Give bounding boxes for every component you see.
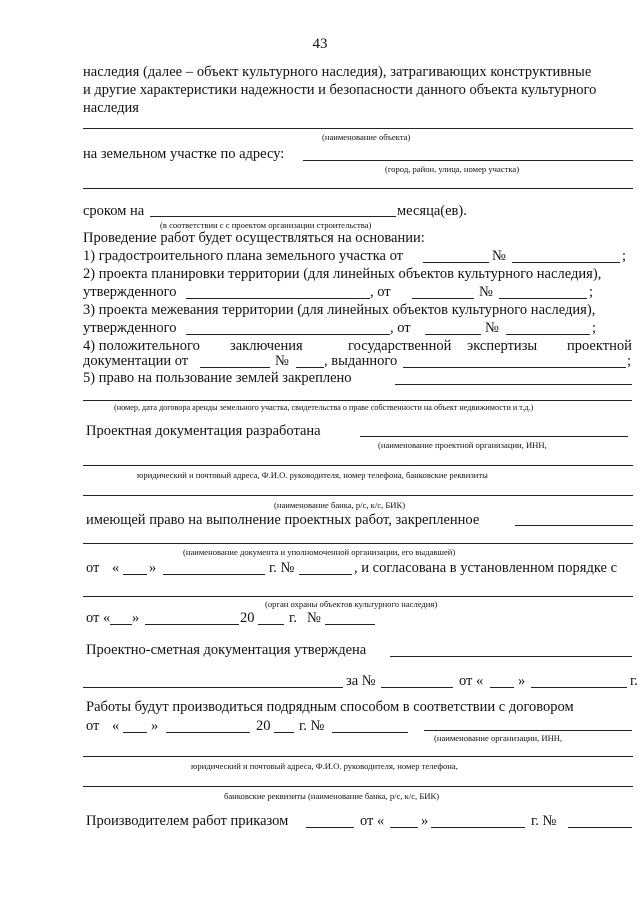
basis-item-3-semi: ; <box>592 320 597 336</box>
contractor-bank-field[interactable] <box>83 786 633 787</box>
design-date-q-close: » <box>149 560 157 576</box>
basis-item-3-approved: утвержденного <box>83 320 177 336</box>
gpzu-number-field[interactable] <box>512 262 620 263</box>
agree-year-prefix: 20 <box>240 610 255 626</box>
land-rights-hint: (номер, дата договора аренды земельного участка, свидетельства о праве собственности на объект недвижимости и т.д.) <box>114 403 534 412</box>
pp-number-field[interactable] <box>499 298 587 299</box>
page-number: 43 <box>312 36 328 52</box>
estimate-number-field[interactable] <box>381 687 453 688</box>
estimate-q-close: » <box>518 673 526 689</box>
expertise-date-field[interactable] <box>200 367 270 368</box>
contract-q-open: « <box>112 718 120 734</box>
term-unit: месяца(ев). <box>397 203 467 219</box>
design-month-field[interactable] <box>163 574 265 575</box>
basis-item-2-approved: утвержденного <box>83 284 177 300</box>
agree-year-field[interactable] <box>258 624 284 625</box>
contractor-bank-hint: банковские реквизиты (наименование банка, р/с, к/с, БИК) <box>224 791 440 801</box>
producer-label: Производителем работ приказом <box>86 813 289 829</box>
estimate-by-field[interactable] <box>390 656 632 657</box>
order-reg-number-field[interactable] <box>568 827 632 828</box>
contractor-org-hint: (наименование организации, ИНН, <box>434 733 563 743</box>
estimate-ot-q: от « <box>459 673 484 689</box>
pp-approved-by-field[interactable] <box>186 298 370 299</box>
land-rights-field-line-2[interactable] <box>83 400 632 401</box>
contract-year: 20 <box>256 718 271 734</box>
basis-item-4-w2: заключения <box>230 338 303 354</box>
contract-label: Работы будут производиться подрядным способом в соответствии с договором <box>86 699 574 715</box>
heritage-organ-field[interactable] <box>83 596 633 597</box>
contract-month-field[interactable] <box>166 732 250 733</box>
address-field-line-2[interactable] <box>83 188 633 189</box>
intro-line-1: наследия (далее – объект культурного наследия), затрагивающих конструктивные <box>83 64 592 80</box>
design-label: Проектная документация разработана <box>86 423 321 439</box>
contract-day-field[interactable] <box>123 732 147 733</box>
design-right-field[interactable] <box>515 525 633 526</box>
agree-month-field[interactable] <box>145 624 239 625</box>
basis-heading: Проведение работ будет осуществляться на основании: <box>83 230 425 246</box>
basis-item-1: 1) градостроительного плана земельного участка от <box>83 248 404 264</box>
producer-q-close: » <box>421 813 429 829</box>
basis-item-5: 5) право на пользование землей закреплено <box>83 370 352 386</box>
estimate-za-no: за № <box>346 673 376 689</box>
basis-item-4-issued: , выданного <box>324 353 398 369</box>
design-org-hint: (наименование проектной организации, ИНН, <box>378 440 547 450</box>
design-right-field-line-2[interactable] <box>83 543 633 544</box>
contract-ot: от <box>86 718 100 734</box>
expertise-issuer-field[interactable] <box>403 367 626 368</box>
basis-item-3-no: № <box>485 320 499 336</box>
expertise-number-field[interactable] <box>296 367 324 368</box>
basis-item-4-w5: проектной <box>567 338 632 354</box>
object-name-field[interactable] <box>83 128 633 129</box>
contract-g-no: г. № <box>299 718 325 734</box>
contractor-org-field[interactable] <box>424 730 632 731</box>
estimate-day-field[interactable] <box>490 687 514 688</box>
intro-line-3: наследия <box>83 100 139 116</box>
agree-no: № <box>307 610 321 626</box>
design-agreed: , и согласована в установленном порядке с <box>354 560 618 576</box>
design-bank-hint: (наименование банка, р/с, к/с, БИК) <box>274 500 406 510</box>
producer-ot-q: от « <box>360 813 385 829</box>
contract-q-close: » <box>151 718 159 734</box>
order-day-field[interactable] <box>390 827 418 828</box>
basis-item-3: 3) проекта межевания территории (для линейных объектов культурного наследия), <box>83 302 596 318</box>
design-org-field[interactable] <box>360 436 628 437</box>
order-number-field[interactable] <box>306 827 354 828</box>
term-field[interactable] <box>150 216 396 217</box>
basis-item-2-semi: ; <box>589 284 594 300</box>
estimate-g: г. <box>630 673 638 689</box>
agree-number-field[interactable] <box>325 624 375 625</box>
address-label: на земельном участке по адресу: <box>83 146 285 162</box>
basis-item-4-w3: государственной <box>348 338 452 354</box>
basis-item-2: 2) проекта планировки территории (для линейных объектов культурного наследия), <box>83 266 602 282</box>
address-field[interactable] <box>303 160 633 161</box>
estimate-by-field-line-2[interactable] <box>83 687 343 688</box>
address-hint: (город, район, улица, номер участка) <box>385 164 520 174</box>
basis-item-2-ot: , от <box>370 284 391 300</box>
object-name-hint: (наименование объекта) <box>322 132 411 142</box>
basis-item-3-ot: , от <box>390 320 411 336</box>
design-right-label: имеющей право на выполнение проектных работ, закрепленное <box>86 512 480 528</box>
contract-year-field[interactable] <box>274 732 294 733</box>
gpzu-date-field[interactable] <box>423 262 489 263</box>
intro-line-2: и другие характеристики надежности и безопасности данного объекта культурного <box>83 82 597 98</box>
design-day-field[interactable] <box>123 574 147 575</box>
heritage-organ-hint: (орган охраны объектов культурного наследия) <box>265 599 438 609</box>
agree-day-field[interactable] <box>110 624 132 625</box>
basis-item-1-no: № <box>492 248 506 264</box>
term-hint: (в соответствии с с проектом организации строительства) <box>160 220 372 230</box>
design-date-q-open: « <box>112 560 120 576</box>
pp-date-field[interactable] <box>412 298 474 299</box>
design-org-hint-2: юридический и почтовый адреса, Ф.И.О. руководителя, номер телефона, банковские реквизиты <box>137 470 488 480</box>
basis-item-4-w4: экспертизы <box>467 338 538 354</box>
pm-date-field[interactable] <box>425 334 481 335</box>
contractor-org-hint-2: юридический и почтовый адреса, Ф.И.О. руководителя, номер телефона, <box>191 761 458 771</box>
pm-approved-by-field[interactable] <box>186 334 390 335</box>
order-month-field[interactable] <box>431 827 525 828</box>
basis-item-2-no: № <box>479 284 493 300</box>
design-bank-field[interactable] <box>83 495 633 496</box>
design-right-hint: (наименование документа и уполномоченной организации, его выдавшей) <box>183 547 456 557</box>
contract-number-field[interactable] <box>332 732 408 733</box>
contractor-org-field-line-2[interactable] <box>83 756 633 757</box>
basis-item-4-semi: ; <box>627 353 632 369</box>
estimate-label: Проектно-сметная документация утверждена <box>86 642 367 658</box>
agree-g: г. <box>289 610 297 626</box>
land-rights-field[interactable] <box>395 384 632 385</box>
term-label: сроком на <box>83 203 145 219</box>
agree-date-q-close: » <box>132 610 140 626</box>
pm-number-field[interactable] <box>506 334 590 335</box>
agree-date-prefix: от « <box>86 610 111 626</box>
design-org-field-line-2[interactable] <box>83 465 633 466</box>
basis-item-4-w1: 4) положительного <box>83 338 200 354</box>
design-number-field[interactable] <box>299 574 352 575</box>
design-year-no: г. № <box>269 560 295 576</box>
basis-item-4-docs: документации от <box>83 353 189 369</box>
design-date-ot: от <box>86 560 100 576</box>
producer-g-no: г. № <box>531 813 557 829</box>
basis-item-1-semi: ; <box>622 248 627 264</box>
basis-item-4-no: № <box>275 353 289 369</box>
estimate-month-field[interactable] <box>531 687 627 688</box>
